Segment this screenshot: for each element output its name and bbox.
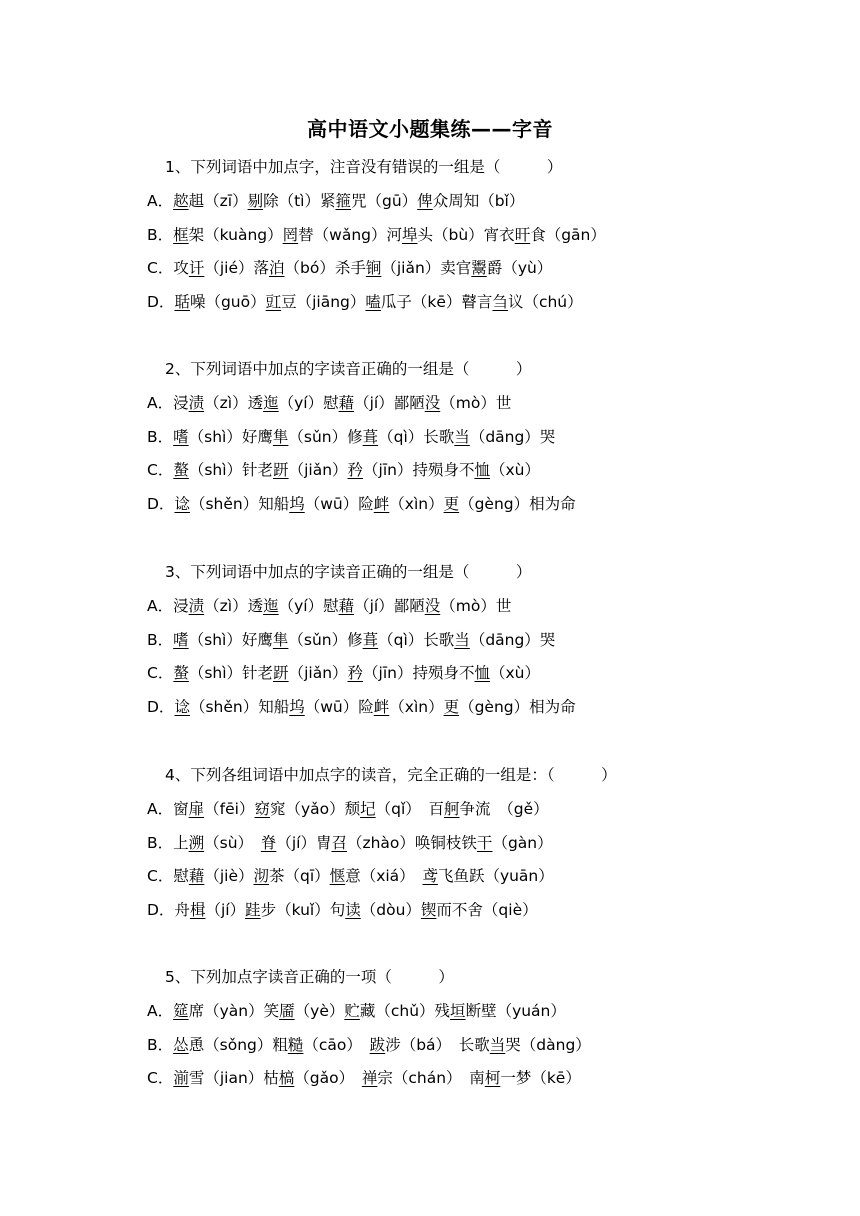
marked-char: 螯 (173, 664, 189, 683)
marked-char: 干 (476, 833, 493, 852)
option-text: 窕（yǎo）颓 (269, 799, 361, 818)
option-line (147, 224, 606, 246)
option-line (147, 459, 540, 481)
marked-char: 鸢 (422, 867, 438, 886)
option-text: B． (147, 630, 174, 649)
marked-char: 溯 (188, 833, 205, 852)
marked-char: 矜 (347, 461, 364, 480)
option-text: B． (147, 225, 174, 244)
marked-char: 召 (331, 833, 347, 852)
option-line (147, 1034, 591, 1056)
option-text: （mò）世 (440, 596, 512, 615)
marked-char: 迤 (263, 393, 279, 412)
marked-char: 渍 (188, 393, 205, 412)
question-stem: 5、下列加点字读音正确的一项（ ） (165, 968, 454, 986)
option-text: （yí）慰 (278, 393, 339, 412)
marked-char: 舸 (444, 799, 460, 818)
marked-char: 柯 (484, 1069, 501, 1088)
option-text: （sù） (204, 833, 261, 852)
option-text: （gèng）相为命 (459, 698, 576, 717)
option-text: 爵（yù） (486, 259, 553, 278)
option-text: 众周知（bǐ） (432, 191, 525, 210)
marked-char: 剔 (247, 191, 264, 210)
marked-char: 迤 (263, 596, 279, 615)
option-line (147, 190, 524, 212)
marked-char: 沏 (253, 867, 270, 886)
marked-char: 嗜 (173, 630, 189, 649)
marked-char: 靥 (279, 1001, 295, 1020)
option-text: C． (147, 461, 174, 480)
marked-char: 螯 (173, 461, 189, 480)
option-text: （jí） (205, 901, 246, 920)
option-text: 茶（qī） (269, 867, 330, 886)
option-text: B． (147, 1035, 174, 1054)
marked-char: 渍 (188, 596, 205, 615)
marked-char: 嗑 (365, 293, 381, 312)
option-text: A． (147, 1001, 174, 1020)
marked-char: 楫 (189, 901, 206, 920)
option-text: （qì）长歌 (378, 427, 455, 446)
option-text: （shěn）知船 (189, 698, 290, 717)
option-line (147, 493, 576, 515)
marked-char: 筵 (173, 1001, 189, 1020)
marked-char: 葺 (362, 630, 379, 649)
marked-char: 脊 (260, 833, 277, 852)
option-text: 断壁（yuán） (465, 1001, 566, 1020)
marked-char: 藉 (338, 393, 355, 412)
option-text: （jiè） (204, 867, 254, 886)
option-text: 争流 （gě） (459, 799, 549, 818)
option-line (147, 392, 511, 414)
option-text: （jí）鄙陋 (354, 596, 425, 615)
option-text: （xìn） (389, 698, 444, 717)
marked-char: 隼 (272, 630, 289, 649)
option-text: （jiǎn） (288, 664, 348, 683)
option-line (147, 291, 583, 313)
marked-char: 当 (489, 1035, 506, 1054)
marked-char: 更 (443, 698, 460, 717)
marked-char: 旰 (514, 225, 531, 244)
option-text: 席（yàn）笑 (188, 1001, 280, 1020)
option-text: D． (147, 293, 175, 312)
marked-char: 框 (173, 225, 189, 244)
option-text: （jiǎn） (288, 461, 348, 480)
option-text: （shì）针老 (188, 461, 274, 480)
marked-char: 怂 (173, 1035, 189, 1054)
option-text: C．攻 (147, 259, 189, 278)
marked-char: 没 (424, 393, 441, 412)
marked-char: 聒 (174, 293, 190, 312)
marked-char: 趼 (273, 461, 289, 480)
page-title: 高中语文小题集练——字音 (307, 117, 553, 141)
option-text: （shì）好鹰 (188, 630, 273, 649)
option-text: 一梦（kē） (500, 1069, 581, 1088)
option-text: （zhào）唤铜枝铁 (346, 833, 477, 852)
option-text: 瓜子（kē）瞽言 (380, 293, 493, 312)
marked-char: 当 (454, 630, 470, 649)
option-line (147, 865, 554, 887)
marked-char: 没 (424, 596, 441, 615)
marked-char: 坞 (289, 495, 305, 514)
marked-char: 嗜 (173, 427, 189, 446)
option-text: A．窗 (147, 799, 189, 818)
marked-char: 当 (454, 427, 470, 446)
marked-char: 槁 (278, 1069, 295, 1088)
marked-char: 恤 (474, 461, 490, 480)
option-text: 藏（chǔ）残 (359, 1001, 451, 1020)
option-text: （sǔn）修 (288, 630, 363, 649)
option-text: B． (147, 427, 174, 446)
option-text: 宗（chán） 南 (377, 1069, 485, 1088)
option-text: 雪（jian）枯 (188, 1069, 279, 1088)
marked-char: 藉 (188, 867, 205, 886)
marked-char: 隼 (272, 427, 289, 446)
option-text: 涉（bá） 长歌 (385, 1035, 490, 1054)
option-text: 架（kuàng） (188, 225, 283, 244)
marked-char: 跬 (245, 901, 261, 920)
option-text: （xù） (489, 461, 540, 480)
option-text: （qì）长歌 (378, 630, 455, 649)
option-text: 议（chú） (507, 293, 583, 312)
marked-char: 罔 (282, 225, 299, 244)
option-text: （shì）好鹰 (188, 427, 273, 446)
option-line (147, 1067, 581, 1089)
option-text: （xù） (489, 664, 540, 683)
marked-char: 湔 (173, 1069, 189, 1088)
option-text: 步（kuǐ）句 (260, 901, 346, 920)
option-text: C． (147, 664, 174, 683)
option-line (147, 629, 555, 651)
option-text: （zì）透 (204, 393, 264, 412)
marked-char: 矜 (347, 664, 364, 683)
option-text: （jí）鄙陋 (354, 393, 425, 412)
option-text: （xìn） (389, 495, 444, 514)
marked-char: 扉 (188, 799, 205, 818)
option-text: 替（wǎng）河 (298, 225, 402, 244)
option-text: （wū）险 (304, 698, 374, 717)
marked-char: 趼 (273, 664, 289, 683)
option-line (147, 899, 538, 921)
option-text: 意（xiá） (345, 867, 423, 886)
option-text: （shěn）知船 (189, 495, 290, 514)
marked-char: 读 (345, 901, 361, 920)
option-text: 噪（guō） (189, 293, 266, 312)
option-text: 除（tì）紧 (263, 191, 336, 210)
option-text: C． (147, 1069, 174, 1088)
option-text: 头（bù）宵衣 (417, 225, 515, 244)
marked-char: 讦 (188, 259, 205, 278)
marked-char: 糙 (287, 1035, 304, 1054)
option-text: （gèng）相为命 (459, 495, 576, 514)
option-text: （jí）冑 (276, 833, 332, 852)
option-line (147, 662, 540, 684)
marked-char: 俾 (417, 191, 433, 210)
marked-char: 跋 (369, 1035, 386, 1054)
marked-char: 垣 (450, 1001, 466, 1020)
option-text: D．舟 (147, 901, 190, 920)
option-text: 恿（sǒng）粗 (188, 1035, 288, 1054)
question-stem: 1、下列词语中加点字，注音没有错误的一组是（ ） (165, 158, 563, 176)
option-text: （qǐ） 百 (375, 799, 445, 818)
marked-char: 坞 (289, 698, 305, 717)
option-text: （dāng）哭 (469, 427, 556, 446)
option-text: （jīn）持殒身不 (363, 664, 475, 683)
question-stem: 2、下列词语中加点的字读音正确的一组是（ ） (165, 360, 532, 378)
option-line (147, 1000, 566, 1022)
option-text: （gàn） (492, 833, 553, 852)
option-text: D． (147, 495, 175, 514)
option-text: （yí）慰 (278, 596, 339, 615)
option-text: 哭（dàng） (505, 1035, 591, 1054)
option-line (147, 257, 552, 279)
option-text: （mò）世 (440, 393, 512, 412)
marked-char: 圮 (360, 799, 376, 818)
option-text: （cāo） (303, 1035, 370, 1054)
marked-char: 豇 (265, 293, 282, 312)
option-text: A．浸 (147, 393, 189, 412)
option-text: （jīn）持殒身不 (363, 461, 475, 480)
marked-char: 惬 (329, 867, 346, 886)
marked-char: 恤 (474, 664, 490, 683)
option-line (147, 798, 549, 820)
marked-char: 锏 (365, 259, 382, 278)
option-text: （dāng）哭 (469, 630, 556, 649)
question-stem: 3、下列词语中加点的字读音正确的一组是（ ） (165, 563, 532, 581)
marked-char: 窈 (254, 799, 270, 818)
option-line (147, 595, 511, 617)
option-text: C．慰 (147, 867, 189, 886)
marked-char: 箍 (335, 191, 351, 210)
marked-char: 鬻 (471, 259, 487, 278)
marked-char: 趑 (173, 191, 189, 210)
marked-char: 更 (443, 495, 460, 514)
option-line (147, 832, 553, 854)
option-text: （jié）落 (204, 259, 269, 278)
option-text: （yè） (294, 1001, 345, 1020)
option-text: （shì）针老 (188, 664, 274, 683)
option-text: （dòu） (360, 901, 421, 920)
marked-char: 泊 (269, 259, 285, 278)
marked-char: 埠 (402, 225, 418, 244)
marked-char: 锲 (420, 901, 437, 920)
option-text: 豆（jiāng） (281, 293, 366, 312)
option-text: （sǔn）修 (288, 427, 363, 446)
marked-char: 禅 (361, 1069, 378, 1088)
option-text: D． (147, 698, 175, 717)
option-text: 食（gān） (530, 225, 606, 244)
option-text: A．浸 (147, 596, 189, 615)
option-text: （zì）透 (204, 596, 264, 615)
marked-char: 衅 (373, 698, 390, 717)
option-text: B．上 (147, 833, 189, 852)
marked-char: 谂 (174, 698, 190, 717)
option-text: （jiǎn）卖官 (381, 259, 472, 278)
option-text: （wū）险 (304, 495, 374, 514)
option-text: 咒（gū） (351, 191, 418, 210)
option-text: A． (147, 191, 174, 210)
marked-char: 葺 (362, 427, 379, 446)
marked-char: 贮 (344, 1001, 360, 1020)
option-text: （fēi） (204, 799, 255, 818)
marked-char: 藉 (338, 596, 355, 615)
option-text: 飞鱼跃（yuān） (437, 867, 554, 886)
marked-char: 刍 (492, 293, 508, 312)
option-text: 而不舍（qiè） (436, 901, 538, 920)
option-text: （bó）杀手 (284, 259, 366, 278)
option-line (147, 696, 576, 718)
option-text: 趄（zī） (188, 191, 248, 210)
option-line (147, 426, 555, 448)
question-stem: 4、下列各组词语中加点字的读音，完全正确的一组是：（ ） (165, 766, 617, 784)
option-text: （gǎo） (294, 1069, 362, 1088)
marked-char: 谂 (174, 495, 190, 514)
marked-char: 衅 (373, 495, 390, 514)
